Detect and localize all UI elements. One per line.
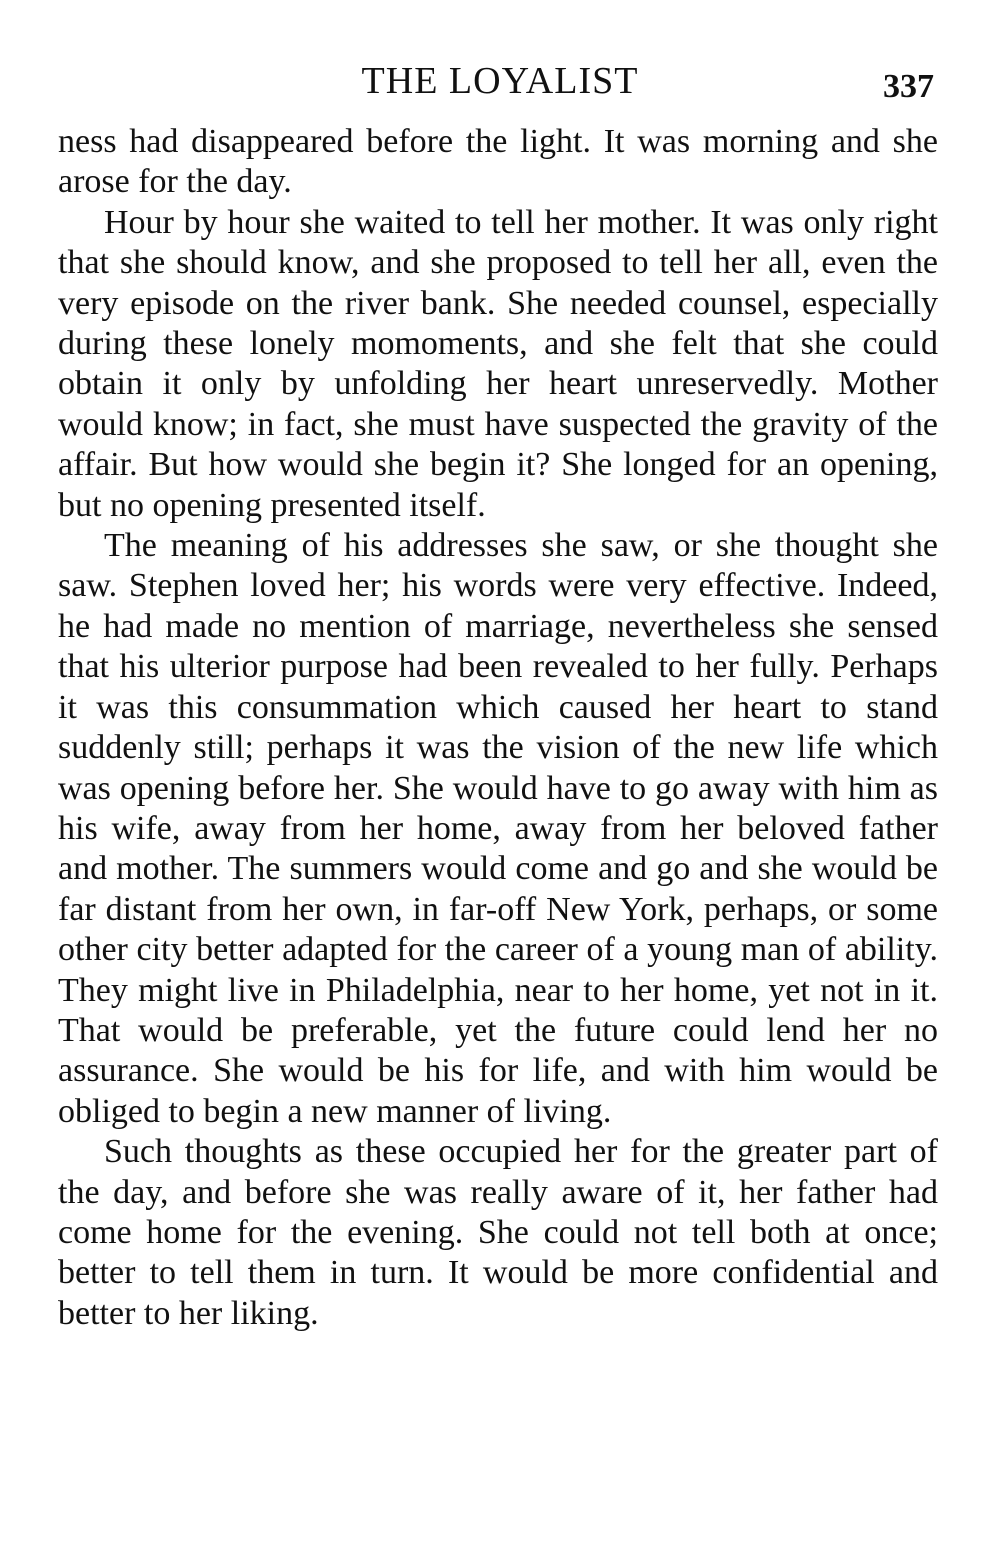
running-head	[60, 56, 940, 106]
page-number: 337	[883, 68, 934, 105]
paragraph-such-thoughts: Such thoughts as these occupied her for the greater part of the day, and before she was really aware of it, her father had come home for the evening. She could not tell both at once; better to tell them in turn. It would be more confidential and better to her liking.	[58, 1133, 938, 1332]
paragraph-continuation: ness had disappeared before the light. It was morning and she arose for the day.	[58, 123, 938, 201]
running-title: THE LOYALIST	[361, 60, 639, 102]
paragraph-meaning-of-addresses: The meaning of his addresses she saw, or she thought she saw. Stephen loved her; his words were very effective. Indeed, he had made no mention of marriage, nevertheless she sensed that his ulterior purpose had been revealed to her fully. Perhaps it was this consummation which caused her heart to stand suddenly still; perhaps it was the vision of the new life which was opening before her. She would have to go away with him as his wife, away from her home, away from her beloved father and mother. The summers would come and go and she would be far distant from her own, in far-off New York, perhaps, or some other city better adapted for the career of a young man of ability. They might live in Philadelphia, near to her home, yet not in it. That would be preferable, yet the future could lend her no assurance. She would be his for life, and with him would be obliged to begin a new manner of living.	[58, 527, 938, 1130]
body-text	[58, 122, 938, 1334]
paragraph-waiting-to-tell-mother: Hour by hour she waited to tell her mother. It was only right that she should know, and she proposed to tell her all, even the very episode on the river bank. She needed counsel, especially during these lonely momoments, and she felt that she could obtain it only by unfolding her heart unreservedly. Mother would know; in fact, she must have suspected the gravity of the affair. But how would she begin it? She longed for an opening, but no opening presented itself.	[58, 203, 938, 524]
